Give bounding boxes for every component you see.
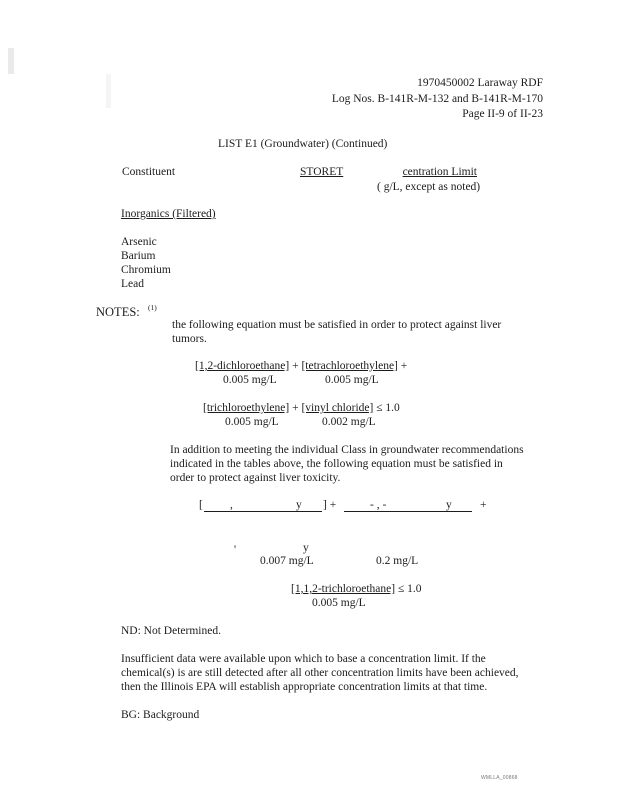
notes-label: NOTES: <box>96 305 140 319</box>
eq-term: [1,1,2-trichloroethane] <box>291 583 396 595</box>
note-paragraph-line: the following equation must be satisfied in order to protect against liver <box>172 319 502 331</box>
scan-artifact <box>8 48 14 74</box>
scan-artifact <box>106 74 111 108</box>
eq-fragment: y <box>446 499 452 511</box>
eq-denominator: 0.005 mg/L <box>312 597 366 609</box>
footnote-bg: BG: Background <box>121 709 200 721</box>
eq-relation: ≤ 1.0 <box>373 402 400 414</box>
header-facility-id: 1970450002 Laraway RDF <box>417 77 543 89</box>
footnote-insufficient-line: then the Illinois EPA will establish appropriate concentration limits at that time. <box>121 681 488 693</box>
eq-term: [vinyl chloride] <box>301 402 374 414</box>
eq-underline <box>204 511 322 512</box>
eq-fragment: , <box>230 499 233 511</box>
eq-denominator: 0.005 mg/L <box>225 416 279 428</box>
column-storet: STORET <box>300 166 344 178</box>
eq-fragment: y <box>296 499 302 511</box>
note-paragraph-line: In addition to meeting the individual Class in groundwater recommendations <box>170 444 524 456</box>
note-paragraph-line: tumors. <box>172 333 207 345</box>
column-concentration-limit: centration Limit <box>402 166 477 178</box>
eq-denominator: 0.005 mg/L <box>223 374 277 386</box>
eq-fragment: ' <box>234 544 237 556</box>
eq-denominator: 0.007 mg/L <box>260 555 314 567</box>
header-page-number: Page II-9 of II-23 <box>462 108 543 120</box>
eq-operator: + <box>289 360 302 372</box>
eq-operator: + <box>397 360 408 372</box>
eq-term: [1,2-dichloroethane] <box>195 360 290 372</box>
eq-fragment: - , - <box>370 499 387 511</box>
eq-bracket: ] + <box>323 499 337 511</box>
constituent-chromium: Chromium <box>121 264 171 276</box>
section-heading: Inorganics (Filtered) <box>121 208 216 220</box>
equation-liver-tumors-line1 <box>195 360 407 374</box>
equation-liver-toxicity-line2 <box>291 583 422 597</box>
eq-operator: + <box>289 402 302 414</box>
list-title: LIST E1 (Groundwater) (Continued) <box>218 138 388 150</box>
constituent-lead: Lead <box>121 278 144 290</box>
eq-denominator: 0.2 mg/L <box>376 555 419 567</box>
note-paragraph-line: indicated in the tables above, the following equation must be satisfied in <box>170 458 503 470</box>
footnote-insufficient-line: chemical(s) is are still detected after all other concentration limits have been achieved, <box>121 667 519 679</box>
column-constituent: Constituent <box>122 166 176 178</box>
constituent-barium: Barium <box>121 250 156 262</box>
eq-denominator: 0.002 mg/L <box>322 416 376 428</box>
header-log-numbers: Log Nos. B-141R-M-132 and B-141R-M-170 <box>331 93 543 105</box>
eq-bracket: [ <box>199 499 203 511</box>
eq-term: [trichloroethylene] <box>203 402 290 414</box>
footnote-insufficient-line: Insufficient data were available upon which to base a concentration limit. If the <box>121 653 486 665</box>
footnote-nd: ND: Not Determined. <box>121 625 221 637</box>
eq-fragment: y <box>303 542 309 554</box>
eq-underline <box>344 511 472 512</box>
constituent-arsenic: Arsenic <box>121 236 157 248</box>
eq-term: [tetrachloroethylene] <box>301 360 398 372</box>
bates-stamp: WMLLA_00868 <box>481 775 518 781</box>
column-units-note: ( g/L, except as noted) <box>377 181 481 193</box>
eq-denominator: 0.005 mg/L <box>325 374 379 386</box>
notes-marker: (1) <box>148 303 157 312</box>
note-paragraph-line: order to protect against liver toxicity. <box>170 472 341 484</box>
equation-liver-tumors-line2 <box>203 402 400 416</box>
eq-operator: + <box>480 499 487 511</box>
eq-relation: ≤ 1.0 <box>395 583 422 595</box>
